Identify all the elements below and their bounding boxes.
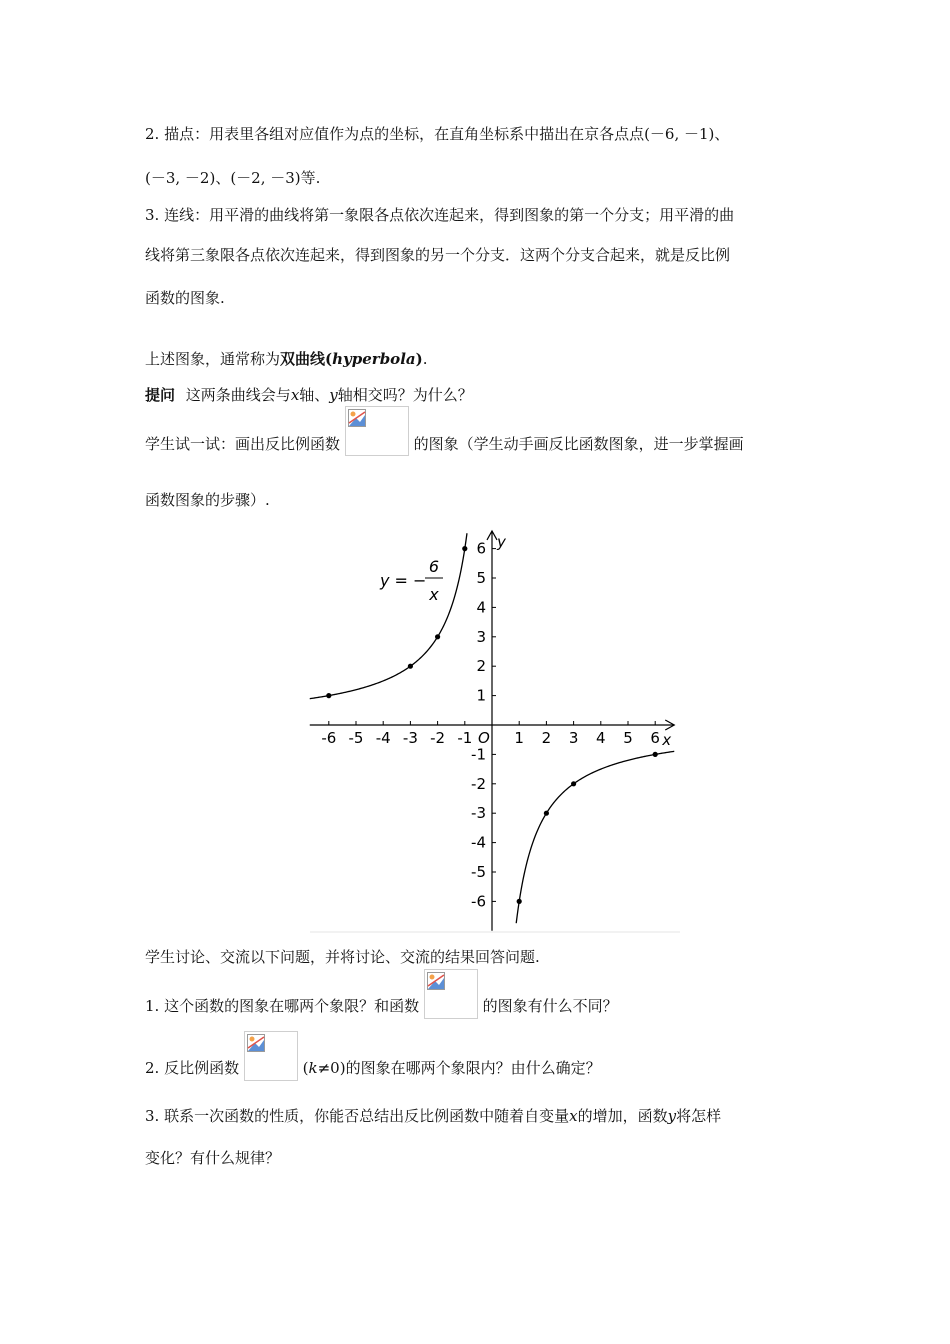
y-tick-label: 6 — [476, 539, 486, 558]
hyperbola-branch-fourth-quadrant-right — [516, 751, 674, 923]
q3-text-a: 3. 联系一次函数的性质，你能否总结出反比例函数中随着自变量 — [145, 1107, 570, 1125]
hyperbola-term-cn: 双曲线 — [280, 350, 326, 368]
y-tick-label: -2 — [471, 774, 486, 793]
y-tick-label: -1 — [471, 745, 486, 764]
paragraph-hyperbola — [145, 349, 428, 369]
broken-image-icon — [247, 1034, 265, 1052]
x-tick-label: -4 — [375, 729, 391, 747]
question-label: 提问 — [145, 386, 176, 404]
hyperbola-chart — [305, 520, 685, 935]
question-text-c: 轴相交吗？为什么？ — [337, 386, 473, 404]
equation-denominator: x — [429, 585, 439, 604]
broken-image-icon — [427, 972, 445, 990]
paragraph-connect-1: 3. 连线：用平滑的曲线将第一象限各点依次连起来，得到图象的第一个分支；用平滑的曲 — [145, 206, 735, 224]
x-tick-label: -1 — [457, 729, 473, 747]
y-tick-label: -4 — [471, 833, 486, 852]
hyperbola-text-end: . — [422, 350, 428, 368]
question-text-a: 这两条曲线会与 — [185, 386, 291, 404]
paragraph-discuss: 学生讨论、交流以下问题，并将讨论、交流的结果回答问题. — [145, 948, 540, 966]
y-tick-label: 4 — [476, 598, 486, 617]
x-tick-label: -3 — [402, 729, 418, 747]
x-tick-label: 4 — [596, 729, 606, 747]
y-tick-label: 3 — [476, 627, 486, 646]
x-tick-label: -6 — [321, 729, 337, 747]
y-tick-label: 1 — [476, 686, 486, 705]
plotted-point — [326, 693, 331, 698]
formula-image-placeholder — [345, 406, 409, 456]
paragraph-q1 — [145, 995, 618, 1019]
paragraph-q3 — [145, 1106, 721, 1126]
x-tick-label: 2 — [541, 729, 552, 747]
question-y-var: y — [329, 386, 338, 404]
paragraph-plot-points-1: 2. 描点：用表里各组对应值作为点的坐标，在直角坐标系中描出在京各点点(－6, －1)、 — [145, 125, 730, 143]
formula-image-placeholder-2 — [424, 969, 478, 1019]
y-tick-label: -6 — [471, 892, 486, 911]
paragraph-q2 — [145, 1057, 601, 1081]
hyperbola-branch-third-quadrant-left — [310, 533, 467, 698]
plotted-point — [435, 634, 440, 639]
equation-lhs: y = − — [380, 571, 427, 590]
plotted-point — [408, 664, 413, 669]
paragraph-question — [145, 385, 473, 405]
q3-text-b: 的增加，函数 — [577, 1107, 668, 1125]
paragraph-q3-2: 变化？有什么规律？ — [145, 1149, 281, 1167]
q2-paren: ( — [302, 1059, 309, 1077]
x-axis-label: x — [662, 731, 672, 749]
x-tick-label: 6 — [650, 729, 660, 747]
plotted-point — [653, 752, 658, 757]
paragraph-connect-3: 函数的图象. — [145, 289, 225, 307]
origin-label: O — [478, 729, 490, 747]
q2-text-post: ≠0)的图象在哪两个象限内？由什么确定？ — [317, 1059, 601, 1077]
paragraph-try — [145, 434, 744, 456]
hyperbola-paren-close: ) — [415, 350, 423, 368]
q3-text-c: 将怎样 — [676, 1107, 722, 1125]
y-tick-label: 2 — [476, 657, 486, 676]
hyperbola-term-en: hyperbola — [332, 350, 416, 368]
q2-text-pre: 2. 反比例函数 — [145, 1059, 240, 1077]
question-x-var: x — [290, 386, 300, 404]
hyperbola-text-pre: 上述图象，通常称为 — [145, 350, 281, 368]
x-tick-label: 1 — [514, 729, 524, 747]
x-tick-label: -2 — [430, 729, 446, 747]
y-axis-label: y — [497, 532, 506, 551]
broken-image-icon — [348, 409, 366, 427]
paragraph-plot-points-2: (－3, －2)、(－2, －3)等. — [145, 169, 321, 187]
q2-k-var: k — [308, 1059, 318, 1077]
x-tick-label: -5 — [348, 729, 364, 747]
q3-y-var: y — [667, 1107, 677, 1125]
hyperbola-paren-open: ( — [325, 350, 333, 368]
plotted-point — [571, 781, 576, 786]
equation-numerator: 6 — [428, 557, 440, 576]
q3-x-var: x — [569, 1107, 578, 1125]
q1-text-post: 的图象有什么不同？ — [482, 997, 618, 1015]
q1-text-pre: 1. 这个函数的图象在哪两个象限？和函数 — [145, 997, 420, 1015]
question-text-b: 轴、 — [299, 386, 330, 404]
y-tick-label: -5 — [471, 863, 486, 881]
plotted-point — [462, 546, 467, 551]
y-tick-label: 5 — [476, 569, 486, 587]
x-tick-label: 5 — [623, 729, 633, 747]
paragraph-connect-2: 线将第三象限各点依次连起来，得到图象的另一个分支．这两个分支合起来，就是反比例 — [145, 246, 731, 264]
formula-image-placeholder-3 — [244, 1031, 298, 1081]
x-tick-label: 3 — [568, 729, 579, 747]
plotted-point — [544, 811, 549, 816]
try-text-post: 的图象（学生动手画反比函数图象，进一步掌握画 — [413, 435, 744, 453]
y-tick-label: -3 — [471, 804, 486, 823]
paragraph-try-2: 函数图象的步骤）. — [145, 491, 270, 509]
try-text-pre: 学生试一试：画出反比例函数 — [145, 435, 341, 453]
plotted-point — [517, 899, 522, 904]
